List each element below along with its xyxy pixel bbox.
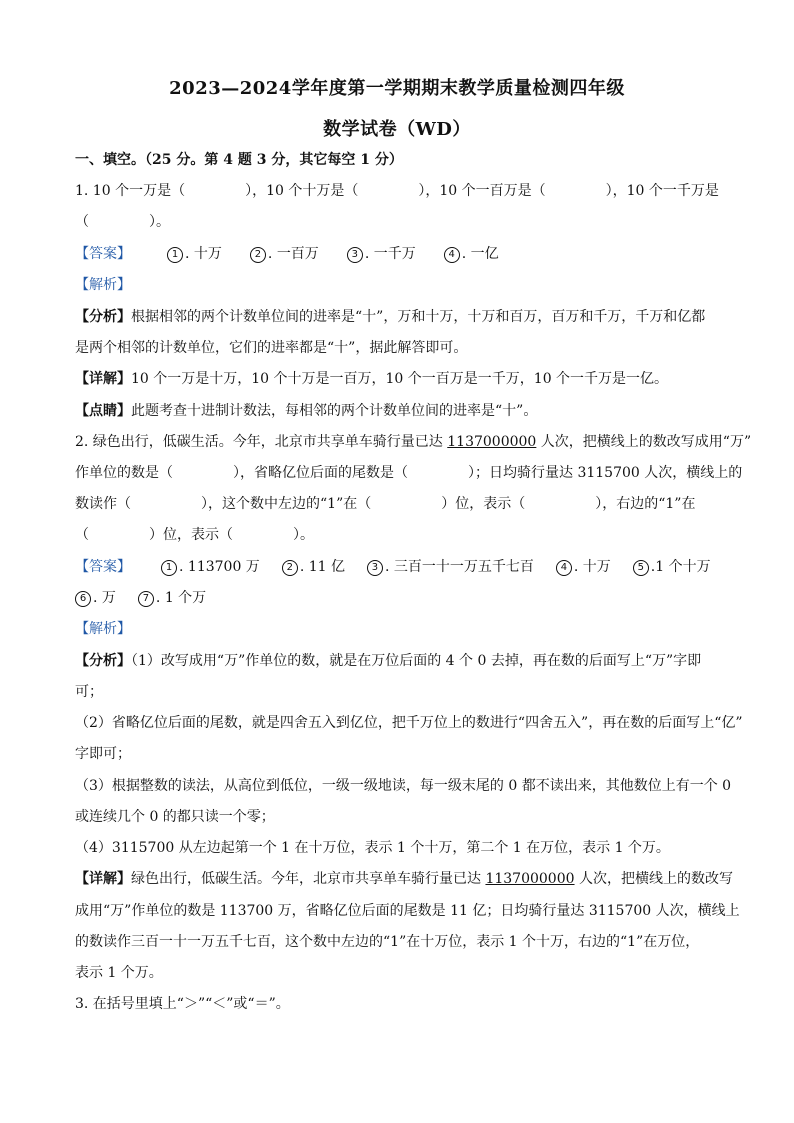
text: ）。 [149,214,170,230]
question-1-line-1 [75,181,725,201]
analysis-line: 或连续几个 0 的都只读一个零； [75,809,275,825]
detail-line: 【详解】绿色出行，低碳生活。今年，北京市共享单车骑行量已达 1137000000 人次，把横线上的数改写 [75,871,733,887]
answer-item: 6 . 万 [75,588,116,608]
detail-line: 成用“万”作单位的数是 113700 万，省略亿位后面的尾数是 11 亿；日均骑行量达 3115700 人次，横线上 [75,903,740,919]
underlined-number: 1137000000 [447,434,537,450]
fenxi-tag: 【分析】 [75,653,131,669]
answer-item: 3 . 三百一十一万五千七百 [367,557,534,577]
analysis-line: 可； [75,684,103,700]
text: ），10 个一千万是 [605,183,719,199]
answer-item: 1 . 十万 [167,244,222,264]
analysis-tag: 【解析】 [75,277,131,293]
detail-line: 的数读作三百一十一万五千七百，这个数中左边的“1”在十万位，表示 1 个十万，右边的“1”在万位， [75,934,700,950]
question-2-line-3: 数读作（ ），这个数中左边的“1”在（ ）位，表示（ ），右边的“1”在 [75,496,696,512]
text: （ [75,214,89,230]
analysis-line: 【分析】根据相邻的两个计数单位间的进率是“十”，万和十万，十万和百万，百万和千万，千万和亿都 [75,309,706,325]
analysis-line: （2）省略亿位后面的尾数，就是四舍五入到亿位，把千万位上的数进行“四舍五入”，再在数的后面写上“亿” [75,715,743,731]
answer-item: 4 . 一亿 [444,244,499,264]
analysis-line: 字即可； [75,746,131,762]
page-title: 2023—2024学年度第一学期期末教学质量检测四年级 [169,78,625,99]
circled-number: 1 [161,560,177,576]
dianjing-tag: 【点睛】 [75,403,131,419]
answer-item: 1 . 113700 万 [161,557,260,577]
text: ），10 个一百万是（ [418,183,546,199]
question-1-answer [75,244,725,264]
answer-tag: 【答案】 [75,246,131,262]
circled-number: 4 [556,560,572,576]
analysis-line: （4）3115700 从左边起第一个 1 在十万位，表示 1 个十万，第二个 1 在万位，表示 1 个万。 [75,840,670,856]
question-3-line-1: 3. 在括号里填上“＞”“＜”或“＝”。 [75,996,290,1012]
circled-number: 2 [282,560,298,576]
detail-line: 【详解】10 个一万是十万，10 个十万是一百万，10 个一百万是一千万，10 个一千万是一亿。 [75,371,669,387]
answer-item: 2 . 11 亿 [282,557,345,577]
question-2-line-1: 2. 绿色出行，低碳生活。今年，北京市共享单车骑行量已达 1137000000 人次，把横线上的数改写成用“万” [75,434,752,450]
underlined-number: 1137000000 [485,871,575,887]
section-heading: 一、填空。（25 分。第 4 题 3 分，其它每空 1 分） [75,152,403,168]
answer-item: 4 . 十万 [556,557,611,577]
analysis-line: （3）根据整数的读法，从高位到低位，一级一级地读，每一级末尾的 0 都不读出来，其他数位上有一个 0 [75,778,732,794]
circled-number: 2 [250,247,266,263]
circled-number: 5 [633,560,649,576]
analysis-line: 【分析】（1）改写成用“万”作单位的数，就是在万位后面的 4 个 0 去掉，再在数的后面写上“万”字即 [75,653,702,669]
text: ），10 个十万是（ [245,183,359,199]
circled-number: 4 [444,247,460,263]
detail-line: 表示 1 个万。 [75,965,163,981]
answer-item: 5 .1 个十万 [633,557,711,577]
answer-tag: 【答案】 [75,559,131,575]
xiangjie-tag: 【详解】 [75,871,131,887]
analysis-line: 是两个相邻的计数单位，它们的进率都是“十”，据此解答即可。 [75,340,468,356]
question-2-answer-row-2 [75,588,725,608]
page-subtitle: 数学试卷（WD） [323,119,471,140]
answer-item: 2 . 一百万 [250,244,319,264]
analysis-tag: 【解析】 [75,621,131,637]
circled-number: 3 [347,247,363,263]
question-2-line-4: （ ）位，表示（ ）。 [75,527,314,543]
question-1-line-2 [75,212,725,232]
answer-item: 7 . 1 个万 [138,588,206,608]
circled-number: 3 [367,560,383,576]
circled-number: 1 [167,247,183,263]
circled-number: 7 [138,591,154,607]
text: 1. 10 个一万是（ [75,183,186,199]
circled-number: 6 [75,591,91,607]
question-2-line-2: 作单位的数是（ ），省略亿位后面的尾数是（ ）；日均骑行量达 3115700 人次，横线上的 [75,465,743,481]
answer-item: 3 . 一千万 [347,244,416,264]
question-2-answer [75,557,725,577]
fenxi-tag: 【分析】 [75,309,131,325]
remark-line: 【点睛】此题考查十进制计数法，每相邻的两个计数单位间的进率是“十”。 [75,403,538,419]
xiangjie-tag: 【详解】 [75,371,131,387]
